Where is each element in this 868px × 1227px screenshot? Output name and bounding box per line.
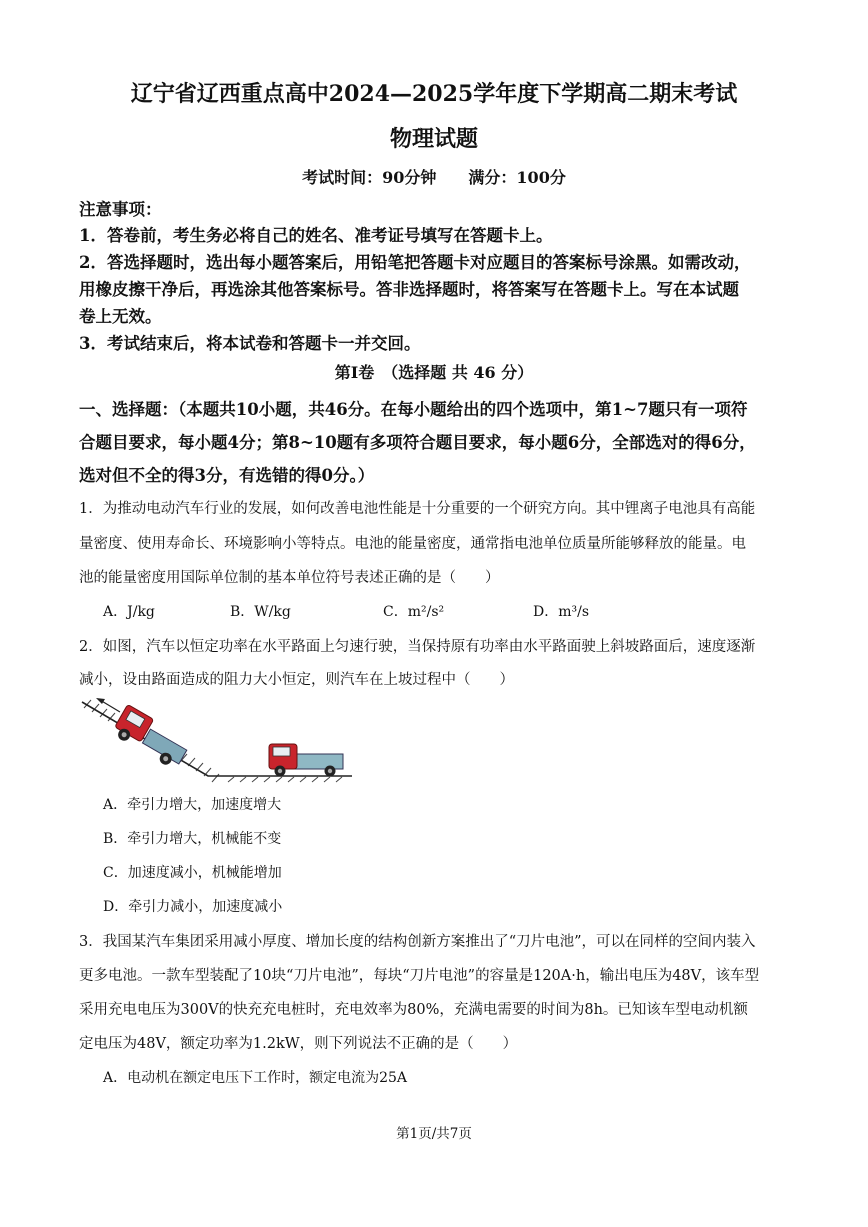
note-line: 卷上无效。 xyxy=(79,307,162,326)
q2-option-c: C．加速度减小，机械能增加 xyxy=(103,865,282,881)
note-line: 3．考试结束后，将本试卷和答题卡一并交回。 xyxy=(79,334,421,353)
q3-line: 定电压为48V，额定功率为1.2kW，则下列说法不正确的是（ ） xyxy=(79,1036,518,1052)
q1-option-b: B．W/kg xyxy=(230,604,291,620)
page-footer: 第1页/共7页 xyxy=(396,1126,472,1142)
q1-option-d: D．m³/s xyxy=(533,604,590,620)
note-line: 用橡皮擦干净后，再选涂其他答案标号。答非选择题时，将答案写在答题卡上。写在本试题 xyxy=(79,280,739,299)
q2-option-a: A．牵引力增大，加速度增大 xyxy=(103,797,282,813)
q3-option-a: A．电动机在额定电压下工作时，额定电流为25A xyxy=(103,1070,408,1086)
q1-option-c: C．m²/s² xyxy=(383,604,445,620)
q3-line: 3．我国某汽车集团采用减小厚度、增加长度的结构创新方案推出了“刀片电池”，可以在同样的空间内装入 xyxy=(79,934,756,950)
q1-option-a: A．J/kg xyxy=(103,604,155,620)
exam-subtitle: 物理试题 xyxy=(389,126,478,152)
exam-title: 辽宁省辽西重点高中2024—2025学年度下学期高二期末考试 xyxy=(130,81,738,107)
q1-line: 1．为推动电动汽车行业的发展，如何改善电池性能是十分重要的一个研究方向。其中锂离子电池具有高能 xyxy=(79,501,756,517)
q2-line: 2．如图，汽车以恒定功率在水平路面上匀速行驶，当保持原有功率由水平路面驶上斜坡路面后，速度逐渐 xyxy=(79,639,756,655)
slope-car-figure xyxy=(78,690,356,785)
section-intro-line: 选对但不全的得3分，有选错的得0分。） xyxy=(79,466,375,485)
section-intro-line: 合题目要求，每小题4分；第8~10题有多项符合题目要求，每小题6分，全部选对的得6分， xyxy=(79,433,756,452)
q2-line: 减小，设由路面造成的阻力大小恒定，则汽车在上坡过程中（ ） xyxy=(79,672,514,688)
note-line: 1．答卷前，考生务必将自己的姓名、准考证号填写在答题卡上。 xyxy=(79,226,553,245)
q1-line: 量密度、使用寿命长、环境影响小等特点。电池的能量密度，通常指电池单位质量所能够释放的能量。电 xyxy=(79,536,746,552)
notes-heading: 注意事项： xyxy=(79,200,162,219)
exam-info: 考试时间：90分钟 满分：100分 xyxy=(302,168,566,187)
q3-line: 更多电池。一款车型装配了10块“刀片电池”，每块“刀片电池”的容量是120A·h，输出电压为48V，该车型 xyxy=(79,968,760,984)
q3-line: 采用充电电压为300V的快充充电桩时，充电效率为80%，充满电需要的时间为8h。已知该车型电动机额 xyxy=(79,1002,748,1018)
q1-line: 池的能量密度用国际单位制的基本单位符号表述正确的是（ ） xyxy=(79,570,500,586)
section-title: 第Ⅰ卷 （选择题 共 46 分） xyxy=(334,363,534,382)
note-line: 2．答选择题时，选出每小题答案后，用铅笔把答题卡对应题目的答案标号涂黑。如需改动， xyxy=(79,253,751,272)
q2-option-b: B．牵引力增大，机械能不变 xyxy=(103,831,282,847)
section-intro-line: 一、选择题：（本题共10小题，共46分。在每小题给出的四个选项中，第1~7题只有一项符 xyxy=(79,400,748,419)
q2-option-d: D．牵引力减小，加速度减小 xyxy=(103,899,283,915)
